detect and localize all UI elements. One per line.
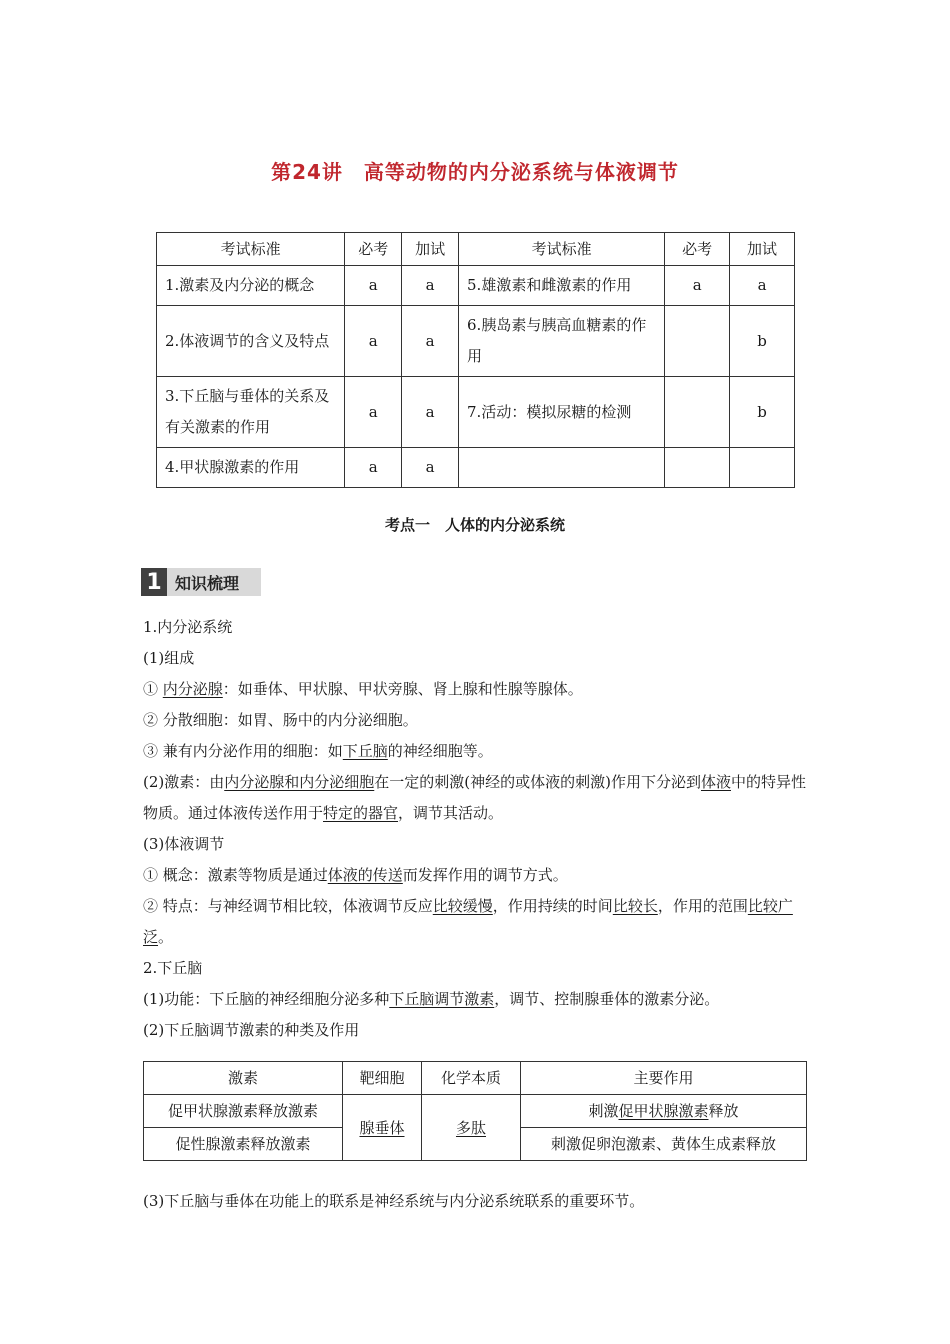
additional-level: a: [402, 266, 459, 306]
required-level: a: [345, 377, 402, 448]
additional-level: b: [730, 306, 795, 377]
answer-blank: 腺垂体: [359, 1118, 405, 1137]
answer-blank: 多肽: [455, 1118, 486, 1137]
exam-standards-table: [156, 232, 795, 488]
header-cell: 加试: [402, 233, 459, 266]
text: (2)激素：由: [143, 773, 225, 791]
standard-item: 1.激素及内分泌的概念: [157, 266, 345, 306]
paragraph: (2)下丘脑调节激素的种类及作用: [143, 1021, 360, 1039]
table-row: [157, 266, 795, 306]
answer-blank: 下丘脑: [342, 742, 388, 760]
required-level: [665, 448, 730, 488]
paragraph: (3)下丘脑与垂体在功能上的联系是神经系统与内分泌系统联系的重要环节。: [143, 1192, 645, 1210]
table-header-row: [144, 1062, 807, 1095]
standard-item: 3.下丘脑与垂体的关系及有关激素的作用: [157, 377, 345, 448]
standard-item: [459, 448, 665, 488]
text: ③ 兼有内分泌作用的细胞：如: [143, 742, 343, 760]
required-level: a: [345, 306, 402, 377]
paragraph: [143, 891, 811, 953]
text: ② 特点：与神经调节相比较，体液调节反应: [143, 897, 433, 915]
text: 而发挥作用的调节方式。: [402, 866, 568, 884]
answer-blank: 比较长: [612, 897, 658, 915]
required-level: a: [345, 448, 402, 488]
paragraph: [143, 984, 811, 1015]
answer-blank: 体液的传送: [327, 866, 403, 884]
text: 释放: [708, 1102, 739, 1120]
text: ① 概念：激素等物质是通过: [143, 866, 328, 884]
required-level: a: [345, 266, 402, 306]
text: ①: [143, 680, 163, 698]
text: ，作用持续的时间: [492, 897, 613, 915]
hormone-name: 促甲状腺激素释放激素: [144, 1095, 343, 1128]
table-row: [157, 306, 795, 377]
paragraph: [143, 736, 811, 767]
text: 中的特异性物质。通过体液传送作用于: [143, 773, 807, 822]
additional-level: [730, 448, 795, 488]
additional-level: a: [730, 266, 795, 306]
chemical-nature: [422, 1095, 521, 1161]
table-row: [157, 377, 795, 448]
answer-blank: 体液: [700, 773, 731, 791]
paragraph: ② 分散细胞：如胃、肠中的内分泌细胞。: [143, 711, 418, 729]
standard-item: 7.活动：模拟尿糖的检测: [459, 377, 665, 448]
answer-blank: 特定的器官: [323, 804, 399, 822]
text: 在一定的刺激(神经的或体液的刺激)作用下分泌到: [374, 773, 701, 791]
standard-item: 2.体液调节的含义及特点: [157, 306, 345, 377]
main-effect: 刺激促卵泡激素、黄体生成素释放: [521, 1128, 807, 1161]
target-cell: [343, 1095, 422, 1161]
additional-level: b: [730, 377, 795, 448]
standard-item: 5.雄激素和雌激素的作用: [459, 266, 665, 306]
header-cell: 主要作用: [521, 1062, 807, 1095]
body-text: [143, 612, 811, 1046]
required-level: [665, 377, 730, 448]
text: (1)功能：下丘脑的神经细胞分泌多种: [143, 990, 390, 1008]
paragraph: 1.内分泌系统: [143, 618, 233, 636]
text: 的神经细胞等。: [387, 742, 493, 760]
paragraph: [143, 767, 811, 829]
text: 。: [158, 928, 174, 946]
answer-blank: 促甲状腺激素: [618, 1102, 709, 1120]
main-effect: [521, 1095, 807, 1128]
paragraph: (3)体液调节: [143, 835, 225, 853]
standard-item: 6.胰岛素与胰高血糖素的作用: [459, 306, 665, 377]
header-cell: 激素: [144, 1062, 343, 1095]
required-level: [665, 306, 730, 377]
header-cell: 必考: [345, 233, 402, 266]
text: ：如垂体、甲状腺、甲状旁腺、肾上腺和性腺等腺体。: [222, 680, 583, 698]
header-cell: 考试标准: [157, 233, 345, 266]
header-cell: 化学本质: [422, 1062, 521, 1095]
additional-level: a: [402, 377, 459, 448]
answer-blank: 比较缓慢: [432, 897, 493, 915]
paragraph: [143, 674, 811, 705]
answer-blank: 比较广泛: [143, 897, 793, 946]
header-cell: 必考: [665, 233, 730, 266]
header-cell: 靶细胞: [343, 1062, 422, 1095]
text: ，调节其活动。: [398, 804, 504, 822]
table-row: [144, 1095, 807, 1128]
section-number: 1: [141, 568, 167, 596]
table-row: [157, 448, 795, 488]
additional-level: a: [402, 306, 459, 377]
header-cell: 考试标准: [459, 233, 665, 266]
additional-level: a: [402, 448, 459, 488]
paragraph: (1)组成: [143, 649, 195, 667]
paragraph: 2.下丘脑: [143, 959, 203, 977]
table-header-row: [157, 233, 795, 266]
header-cell: 加试: [730, 233, 795, 266]
answer-blank: 内分泌腺和内分泌细胞: [224, 773, 375, 791]
text: ，调节、控制腺垂体的激素分泌。: [494, 990, 720, 1008]
text: ，作用的范围: [657, 897, 748, 915]
section-heading: 考点一 人体的内分泌系统: [384, 516, 565, 534]
page-title: 第24讲 高等动物的内分泌系统与体液调节: [271, 160, 679, 184]
hypothalamic-hormone-table: [143, 1061, 807, 1161]
text: 刺激: [588, 1102, 619, 1120]
section-label: 知识梳理: [175, 573, 240, 593]
hormone-name: 促性腺激素释放激素: [144, 1128, 343, 1161]
answer-blank: 内分泌腺: [162, 680, 223, 698]
standard-item: 4.甲状腺激素的作用: [157, 448, 345, 488]
required-level: a: [665, 266, 730, 306]
section-tag: [141, 568, 261, 596]
answer-blank: 下丘脑调节激素: [389, 990, 495, 1008]
paragraph: [143, 860, 811, 891]
